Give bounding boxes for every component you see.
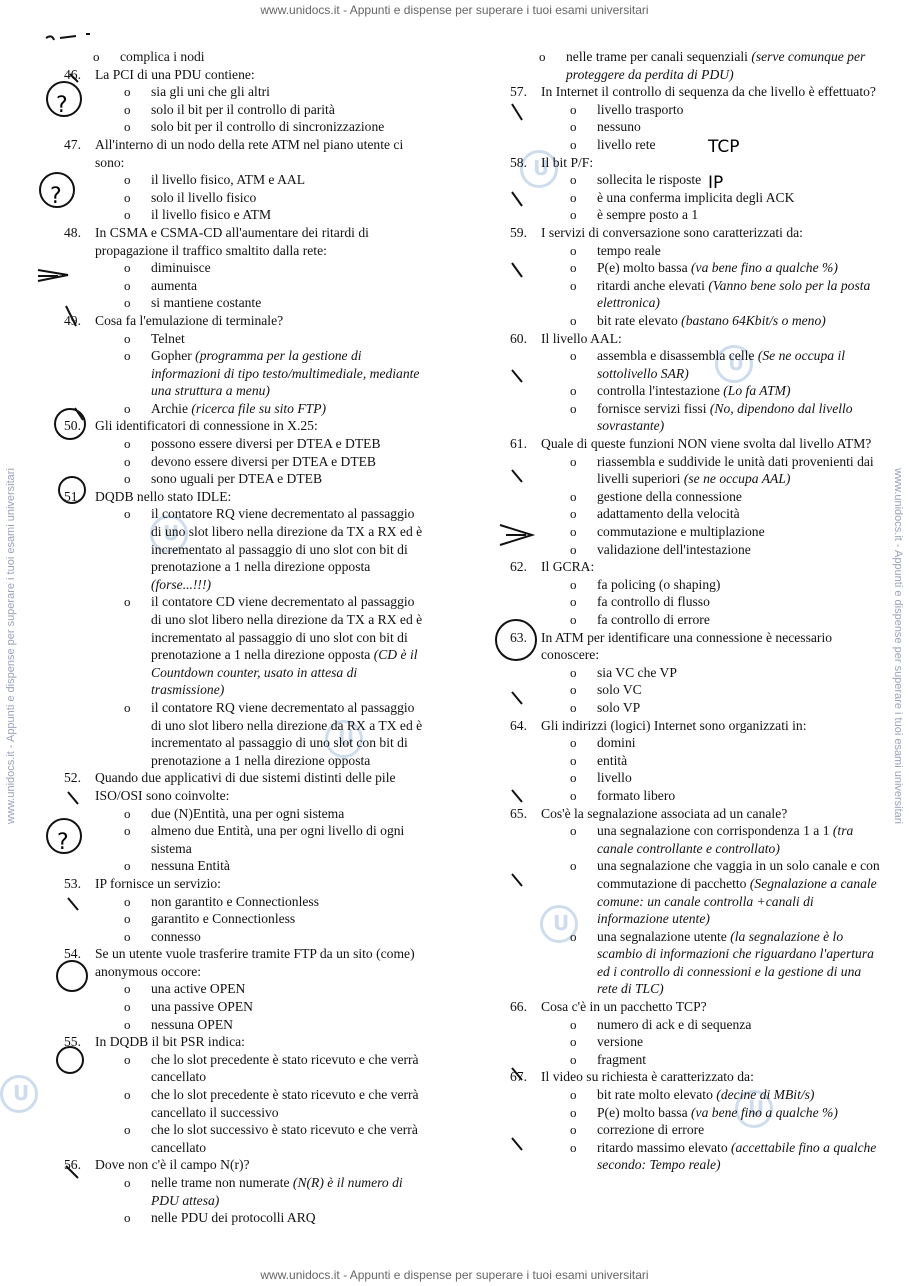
- bullet-icon: o: [570, 101, 577, 117]
- option-text: numero di ack e di sequenza: [597, 1016, 752, 1032]
- option-text: Gopher: [151, 348, 196, 364]
- question-text: In CSMA e CSMA-CD all'aumentare dei ritardi di propagazione il traffico smaltito dalla rete:: [95, 224, 369, 258]
- option-note: (Vanno bene solo per la posta elettronica): [597, 277, 871, 311]
- question-text: DQDB nello stato IDLE:: [95, 488, 232, 504]
- bullet-icon: o: [124, 119, 131, 135]
- option-text: connesso: [151, 928, 201, 944]
- option-text: il contatore CD viene decrementato al passaggio di uno slot libero nella direzione da TX a RX ed è incrementato al passaggio di uno slot con bit di prenotazione a 1 nella direzione opposta: [151, 594, 423, 663]
- bullet-icon: o: [570, 1034, 577, 1050]
- question-text: Cosa c'è in un pacchetto TCP?: [541, 999, 707, 1015]
- option-text: si mantiene costante: [151, 295, 262, 311]
- bullet-icon: o: [124, 594, 131, 610]
- option-note: (programma per la gestione di informazioni di tipo testo/multimediale, mediante una struttura a menu): [151, 348, 420, 399]
- bullet-icon: o: [124, 172, 131, 188]
- question-mark: ?: [56, 93, 68, 118]
- bullet-icon: o: [124, 471, 131, 487]
- option-text: due (N)Entità, una per ogni sistema: [151, 805, 345, 821]
- option-text: fa controllo di flusso: [597, 594, 710, 610]
- question-number: 54.: [64, 946, 81, 962]
- question-number: 56.: [64, 1157, 81, 1173]
- question-number: 60.: [510, 330, 527, 346]
- bullet-icon: o: [570, 682, 577, 698]
- option-text: P(e) molto bassa: [597, 1104, 692, 1120]
- option-text: solo VP: [597, 699, 641, 715]
- option-text: livello trasporto: [597, 101, 684, 117]
- option-text: sia VC che VP: [597, 664, 677, 680]
- bullet-icon: o: [570, 383, 577, 399]
- bullet-icon: o: [124, 1087, 131, 1103]
- question-text: Il livello AAL:: [541, 330, 622, 346]
- question-text: In DQDB il bit PSR indica:: [95, 1034, 245, 1050]
- bullet-icon: o: [570, 752, 577, 768]
- option-text: gestione della connessione: [597, 488, 742, 504]
- option-text: fa policing (o shaping): [597, 576, 721, 592]
- option-note: (CD è il Countdown counter, usato in attesa di trasmissione): [151, 647, 418, 698]
- question-number: 47.: [64, 136, 81, 152]
- bullet-icon: o: [570, 770, 577, 786]
- option-text: tempo reale: [597, 242, 661, 258]
- question-text: Cos'è la segnalazione associata ad un canale?: [541, 805, 788, 821]
- bullet-icon: o: [570, 858, 577, 874]
- side-watermark-right: www.unidocs.it - Appunti e dispense per superare i tuoi esami universitari: [892, 468, 904, 824]
- option-text: P(e) molto bassa: [597, 260, 692, 276]
- bullet-icon: o: [570, 207, 577, 223]
- bullet-icon: o: [570, 1122, 577, 1138]
- option-text: fornisce servizi fissi: [597, 400, 710, 416]
- option-text: complica i nodi: [120, 49, 205, 64]
- option-text: nessuno: [597, 119, 641, 135]
- bullet-icon: o: [124, 453, 131, 469]
- circle-mark: [57, 961, 87, 991]
- option-text: devono essere diversi per DTEA e DTEB: [151, 453, 376, 469]
- question-text: Gli identificatori di connessione in X.25:: [95, 418, 318, 434]
- option-text: il contatore RQ viene decrementato al passaggio di uno slot libero nella direzione da RX a TX ed è incrementato al passaggio di uno slot con bit di prenotazione a 1 nella direzione opposta: [151, 699, 423, 768]
- bullet-icon: o: [124, 823, 131, 839]
- option-text: diminuisce: [151, 260, 211, 276]
- bullet-icon: o: [124, 207, 131, 223]
- bullet-icon: o: [124, 928, 131, 944]
- option-text: nelle trame per canali sequenziali: [566, 49, 752, 64]
- handwritten-ip: IP: [708, 173, 724, 193]
- bullet-icon: o: [124, 911, 131, 927]
- question-number: 50.: [64, 418, 81, 434]
- option-text: bit rate elevato: [597, 312, 682, 328]
- bullet-icon: o: [124, 858, 131, 874]
- question-text: Quando due applicativi di due sistemi distinti delle pile ISO/OSI sono coinvolte:: [95, 770, 396, 803]
- question-number: 57.: [510, 84, 527, 100]
- question-text: Cosa fa l'emulazione di terminale?: [95, 312, 284, 328]
- bullet-icon: o: [570, 928, 577, 944]
- bullet-icon: o: [570, 277, 577, 293]
- option-text: aumenta: [151, 277, 198, 293]
- option-text: versione: [597, 1034, 644, 1050]
- bullet-icon: o: [570, 488, 577, 504]
- option-note: (serve comunque per proteggere da perdita di PDU): [566, 49, 866, 82]
- bullet-icon: o: [570, 664, 577, 680]
- option-text: riassembla e suddivide le unità dati provenienti dai livelli superiori: [597, 453, 874, 487]
- question-text: Il GCRA:: [541, 559, 595, 575]
- question-number: 51.: [64, 488, 81, 504]
- bullet-icon: o: [570, 1051, 577, 1067]
- bullet-icon: o: [570, 699, 577, 715]
- bullet-icon: o: [570, 524, 577, 540]
- option-text: assembla e disassembla celle: [597, 348, 758, 364]
- bullet-icon: o: [570, 787, 577, 803]
- question-mark: ?: [50, 184, 62, 209]
- handwritten-tcp: TCP: [708, 137, 740, 157]
- bullet-icon: o: [124, 1175, 131, 1190]
- bullet-icon: o: [124, 1016, 131, 1032]
- bullet-icon: o: [570, 576, 577, 592]
- bullet-icon: o: [570, 189, 577, 205]
- circle-mark: [57, 1047, 83, 1073]
- option-text: fragment: [597, 1051, 647, 1067]
- bullet-icon: o: [124, 699, 131, 715]
- bullet-icon: o: [124, 506, 131, 522]
- circle-mark: [59, 477, 85, 503]
- question-number: 49.: [64, 312, 81, 328]
- bullet-icon: o: [124, 400, 131, 416]
- bullet-icon: o: [539, 49, 546, 64]
- bullet-icon: o: [570, 1139, 577, 1155]
- side-watermark-left: www.unidocs.it - Appunti e dispense per superare i tuoi esami universitari: [5, 468, 17, 824]
- arrow-mark: [38, 270, 68, 281]
- question-text: Dove non c'è il campo N(r)?: [95, 1157, 250, 1173]
- scribble-mark: [46, 34, 90, 40]
- option-text: ritardo massimo elevato: [597, 1139, 732, 1155]
- option-note: (se ne occupa AAL): [683, 471, 791, 487]
- option-text: solo bit per il controllo di sincronizzazione: [151, 119, 385, 135]
- bullet-icon: o: [124, 277, 131, 293]
- option-text: nelle trame non numerate: [151, 1175, 293, 1190]
- option-note: (ricerca file su sito FTP): [191, 400, 327, 416]
- circle-mark: [496, 620, 536, 660]
- option-note: (No, dipendono dal livello sovrastante): [597, 400, 853, 434]
- option-text: una segnalazione con corrispondenza 1 a 1: [597, 823, 833, 839]
- option-text: non garantito e Connectionless: [151, 893, 319, 909]
- question-mark: ?: [57, 830, 69, 855]
- question-number: 52.: [64, 770, 81, 786]
- question-text: In ATM per identificare una connessione è necessario conoscere:: [541, 629, 833, 663]
- bullet-icon: o: [570, 312, 577, 328]
- question-number: 62.: [510, 559, 527, 575]
- bullet-icon: o: [124, 295, 131, 311]
- bullet-icon: o: [124, 101, 131, 117]
- question-text: In Internet il controllo di sequenza da che livello è effettuato?: [541, 84, 876, 100]
- option-note: (N(R) è il numero di PDU attesa): [151, 1175, 403, 1208]
- option-text: una active OPEN: [151, 981, 246, 997]
- option-text: che lo slot precedente è stato ricevuto e che verrà cancellato: [151, 1051, 419, 1085]
- circle-mark: [55, 409, 85, 439]
- arrow-mark: [500, 525, 532, 545]
- option-text: il livello fisico e ATM: [151, 207, 272, 223]
- question-number: 59.: [510, 224, 527, 240]
- bullet-icon: o: [124, 1210, 131, 1226]
- option-text: è sempre posto a 1: [597, 207, 699, 223]
- bullet-icon: o: [570, 400, 577, 416]
- watermark-bottom: www.unidocs.it - Appunti e dispense per superare i tuoi esami universitari: [260, 1268, 649, 1282]
- option-text: bit rate molto elevato: [597, 1087, 717, 1103]
- option-note: (Lo fa ATM): [723, 383, 791, 399]
- option-text: sollecita le risposte: [597, 172, 702, 188]
- bullet-icon: o: [124, 1051, 131, 1067]
- question-text: Gli indirizzi (logici) Internet sono organizzati in:: [541, 717, 807, 733]
- bullet-icon: o: [570, 172, 577, 188]
- bullet-icon: o: [570, 136, 577, 152]
- option-note: (Segnalazione a canale comune: un canale controlla +canali di informazione utente): [597, 875, 877, 927]
- question-text: Il bit P/F:: [541, 154, 594, 170]
- question-number: 63.: [510, 629, 527, 645]
- bullet-icon: o: [124, 189, 131, 205]
- option-text: garantito e Connectionless: [151, 911, 296, 927]
- option-text: correzione di errore: [597, 1122, 705, 1138]
- option-note: (forse...!!!): [151, 576, 212, 592]
- bullet-icon: o: [570, 541, 577, 557]
- bullet-icon: o: [124, 893, 131, 909]
- option-note: (la segnalazione è lo scambio di informazioni che riguardano l'apertura ed i controllo di connessioni e la gestione di una rete di TLC): [597, 928, 874, 997]
- option-text: commutazione e multiplazione: [597, 524, 765, 540]
- bullet-icon: o: [570, 260, 577, 276]
- question-text: Se un utente vuole trasferire tramite FTP da un sito (come) anonymous occore:: [95, 946, 415, 979]
- option-text: nessuna OPEN: [151, 1016, 233, 1032]
- watermark-top: www.unidocs.it - Appunti e dispense per superare i tuoi esami universitari: [260, 3, 649, 17]
- bullet-icon: o: [570, 1016, 577, 1032]
- option-text: domini: [597, 735, 636, 751]
- option-note: (accettabile fino a qualche secondo: Tempo reale): [597, 1139, 877, 1173]
- bullet-icon: o: [124, 330, 131, 346]
- question-text: I servizi di conversazione sono caratterizzati da:: [541, 224, 803, 240]
- option-text: entità: [597, 752, 628, 768]
- bullet-icon: o: [124, 348, 131, 364]
- bullet-icon: o: [570, 348, 577, 364]
- bullet-icon: o: [124, 84, 131, 100]
- bullet-icon: o: [570, 823, 577, 839]
- option-note: (tra canale controllante e controllato): [597, 823, 854, 856]
- option-text: il livello fisico, ATM e AAL: [151, 172, 306, 188]
- option-text: livello: [597, 770, 632, 786]
- option-text: possono essere diversi per DTEA e DTEB: [151, 436, 381, 452]
- option-text: ritardi anche elevati: [597, 277, 709, 293]
- question-text: Quale di queste funzioni NON viene svolta dal livello ATM?: [541, 436, 872, 452]
- option-note: (va bene fino a qualche %): [691, 1104, 838, 1120]
- option-note: (va bene fino a qualche %): [691, 260, 838, 276]
- option-text: adattamento della velocità: [597, 506, 740, 522]
- option-note: (bastano 64Kbit/s o meno): [681, 312, 826, 328]
- option-text: solo il livello fisico: [151, 189, 257, 205]
- option-text: il contatore RQ viene decrementato al passaggio di uno slot libero nella direzione da TX a RX ed è incrementato al passaggio di uno slot con bit di prenotazione a 1 nella direzione opposta: [151, 506, 423, 575]
- question-number: 46.: [64, 66, 81, 82]
- option-text: livello rete: [597, 136, 656, 152]
- bullet-icon: o: [570, 119, 577, 135]
- option-note: (Se ne occupa il sottolivello SAR): [597, 348, 846, 381]
- option-text: almeno due Entità, una per ogni livello di ogni sistema: [151, 823, 405, 856]
- question-text: La PCI di una PDU contiene:: [95, 66, 255, 82]
- option-text: fa controllo di errore: [597, 612, 710, 627]
- bullet-icon: o: [570, 594, 577, 610]
- bullet-icon: o: [570, 735, 577, 751]
- question-number: 66.: [510, 999, 527, 1015]
- option-text: una passive OPEN: [151, 999, 253, 1015]
- bullet-icon: o: [124, 436, 131, 452]
- option-text: nessuna Entità: [151, 858, 230, 874]
- bullet-icon: o: [570, 612, 577, 627]
- option-text: nelle PDU dei protocolli ARQ: [151, 1210, 316, 1226]
- bullet-icon: o: [93, 49, 100, 64]
- option-text: sia gli uni che gli altri: [151, 84, 270, 100]
- bullet-icon: o: [570, 1087, 577, 1103]
- question-number: 58.: [510, 154, 527, 170]
- bullet-icon: o: [570, 453, 577, 469]
- option-note: (decine di MBit/s): [716, 1087, 815, 1103]
- option-text: formato libero: [597, 787, 676, 803]
- bullet-icon: o: [124, 260, 131, 276]
- option-text: una segnalazione utente: [597, 928, 731, 944]
- bullet-icon: o: [570, 242, 577, 258]
- question-text: Il video su richiesta è caratterizzato da:: [541, 1069, 754, 1085]
- bullet-icon: o: [124, 805, 131, 821]
- check-mark: [66, 74, 522, 1178]
- question-number: 65.: [510, 805, 527, 821]
- option-text: che lo slot successivo è stato ricevuto e che verrà cancellato: [151, 1122, 418, 1155]
- option-text: che lo slot precedente è stato ricevuto e che verrà cancellato il successivo: [151, 1087, 419, 1120]
- option-text: sono uguali per DTEA e DTEB: [151, 471, 323, 487]
- bullet-icon: o: [124, 1122, 131, 1138]
- question-number: 48.: [64, 224, 81, 240]
- question-number: 55.: [64, 1034, 81, 1050]
- question-text: All'interno di un nodo della rete ATM nel piano utente ci sono:: [95, 136, 404, 170]
- option-text: solo VC: [597, 682, 642, 698]
- option-text: Telnet: [151, 330, 185, 346]
- option-text: è una conferma implicita degli ACK: [597, 189, 795, 205]
- bullet-icon: o: [124, 999, 131, 1015]
- question-number: 53.: [64, 875, 81, 891]
- bullet-icon: o: [570, 506, 577, 522]
- question-text: IP fornisce un servizio:: [95, 875, 221, 891]
- question-number: 64.: [510, 717, 527, 733]
- question-number: 67.: [510, 1069, 527, 1085]
- bullet-icon: o: [124, 981, 131, 997]
- bullet-icon: o: [570, 1104, 577, 1120]
- option-text: Archie: [151, 400, 192, 416]
- option-text: controlla l'intestazione: [597, 383, 724, 399]
- option-text: una segnalazione che vaggia in un solo canale e con commutazione di pacchetto: [597, 858, 880, 891]
- question-number: 61.: [510, 436, 527, 452]
- option-text: solo il bit per il controllo di parità: [151, 101, 335, 117]
- option-text: validazione dell'intestazione: [597, 541, 751, 557]
